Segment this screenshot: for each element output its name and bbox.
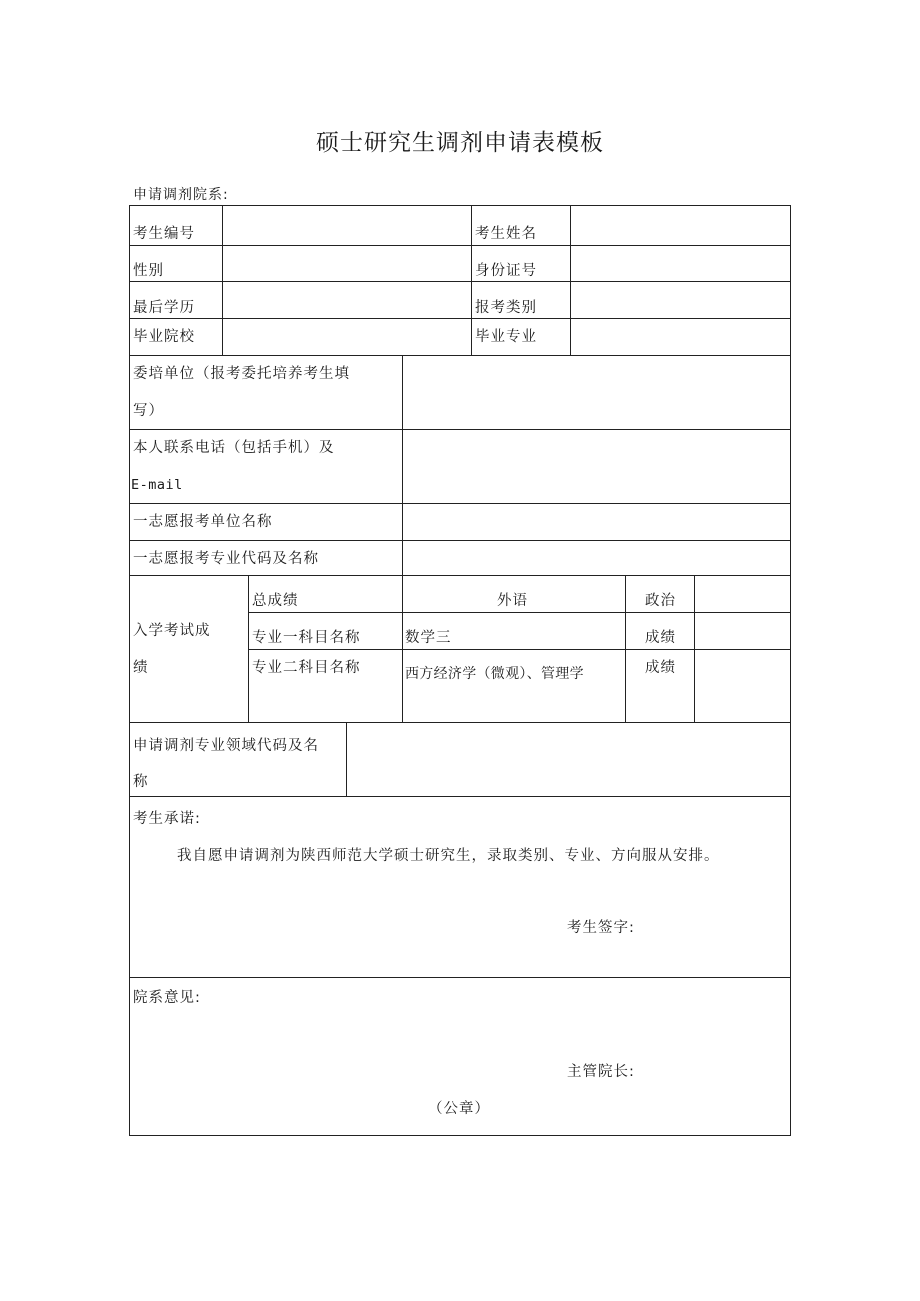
label-first-choice-unit: 一志愿报考单位名称 xyxy=(133,514,273,530)
table-line xyxy=(129,281,791,282)
table-line xyxy=(471,205,472,355)
table-line xyxy=(129,318,791,319)
table-line xyxy=(129,977,791,978)
table-line xyxy=(248,612,791,613)
dept-opinion-label: 院系意见: xyxy=(133,990,201,1006)
table-line xyxy=(129,722,791,723)
label-exam-no: 考生编号 xyxy=(133,226,195,242)
table-line xyxy=(129,429,791,430)
value-major2-name: 西方经济学（微观）、管理学 xyxy=(405,666,584,682)
label-exam-score-2: 绩 xyxy=(133,660,149,676)
label-name: 考生姓名 xyxy=(475,226,537,242)
dept-seal: （公章） xyxy=(428,1101,490,1117)
table-line xyxy=(346,722,347,796)
table-line xyxy=(129,575,791,576)
label-adjust-major-1: 申请调剂专业领域代码及名 xyxy=(133,738,319,754)
table-line xyxy=(402,575,403,722)
table-line xyxy=(248,649,791,650)
label-foreign-lang: 外语 xyxy=(497,593,528,609)
table-line xyxy=(570,205,571,355)
label-adjust-major-2: 称 xyxy=(133,774,149,790)
table-line xyxy=(402,355,403,575)
label-entrust-unit-1: 委培单位（报考委托培养考生填 xyxy=(133,366,350,382)
table-line xyxy=(129,503,791,504)
table-line xyxy=(694,575,695,722)
label-entrust-unit-2: 写） xyxy=(133,403,164,419)
table-line xyxy=(248,575,249,722)
label-score1: 成绩 xyxy=(645,630,676,646)
table-line xyxy=(129,796,791,797)
label-exam-type: 报考类别 xyxy=(475,300,537,316)
label-contact-1: 本人联系电话（包括手机）及 xyxy=(133,440,335,456)
label-politics: 政治 xyxy=(645,593,676,609)
label-grad-major: 毕业专业 xyxy=(475,329,537,345)
label-contact-2: E-mail xyxy=(131,477,183,493)
table-line xyxy=(129,1135,791,1136)
label-id-no: 身份证号 xyxy=(475,263,537,279)
table-line xyxy=(790,205,791,1136)
table-line xyxy=(129,205,791,206)
pledge-text: 我自愿申请调剂为陕西师范大学硕士研究生，录取类别、专业、方向服从安排。 xyxy=(177,848,720,864)
label-total-score: 总成绩 xyxy=(252,593,299,609)
table-line xyxy=(129,355,791,356)
pledge-sign: 考生签字: xyxy=(567,920,635,936)
label-major2-name: 专业二科目名称 xyxy=(252,660,361,676)
page-title: 硕士研究生调剂申请表模板 xyxy=(316,130,604,156)
table-line xyxy=(625,575,626,722)
dept-dean: 主管院长: xyxy=(567,1064,635,1080)
label-score2: 成绩 xyxy=(645,660,676,676)
table-line xyxy=(222,205,223,355)
pledge-label: 考生承诺: xyxy=(133,811,201,827)
label-first-choice-major: 一志愿报考专业代码及名称 xyxy=(133,551,319,567)
label-grad-school: 毕业院校 xyxy=(133,329,195,345)
table-line xyxy=(129,540,791,541)
table-line xyxy=(129,205,130,1136)
label-exam-score-1: 入学考试成 xyxy=(133,623,211,639)
value-major1-name: 数学三 xyxy=(405,630,452,646)
label-education: 最后学历 xyxy=(133,300,195,316)
label-gender: 性别 xyxy=(133,263,164,279)
table-line xyxy=(129,245,791,246)
apply-dept-label: 申请调剂院系: xyxy=(133,187,229,203)
label-major1-name: 专业一科目名称 xyxy=(252,630,361,646)
